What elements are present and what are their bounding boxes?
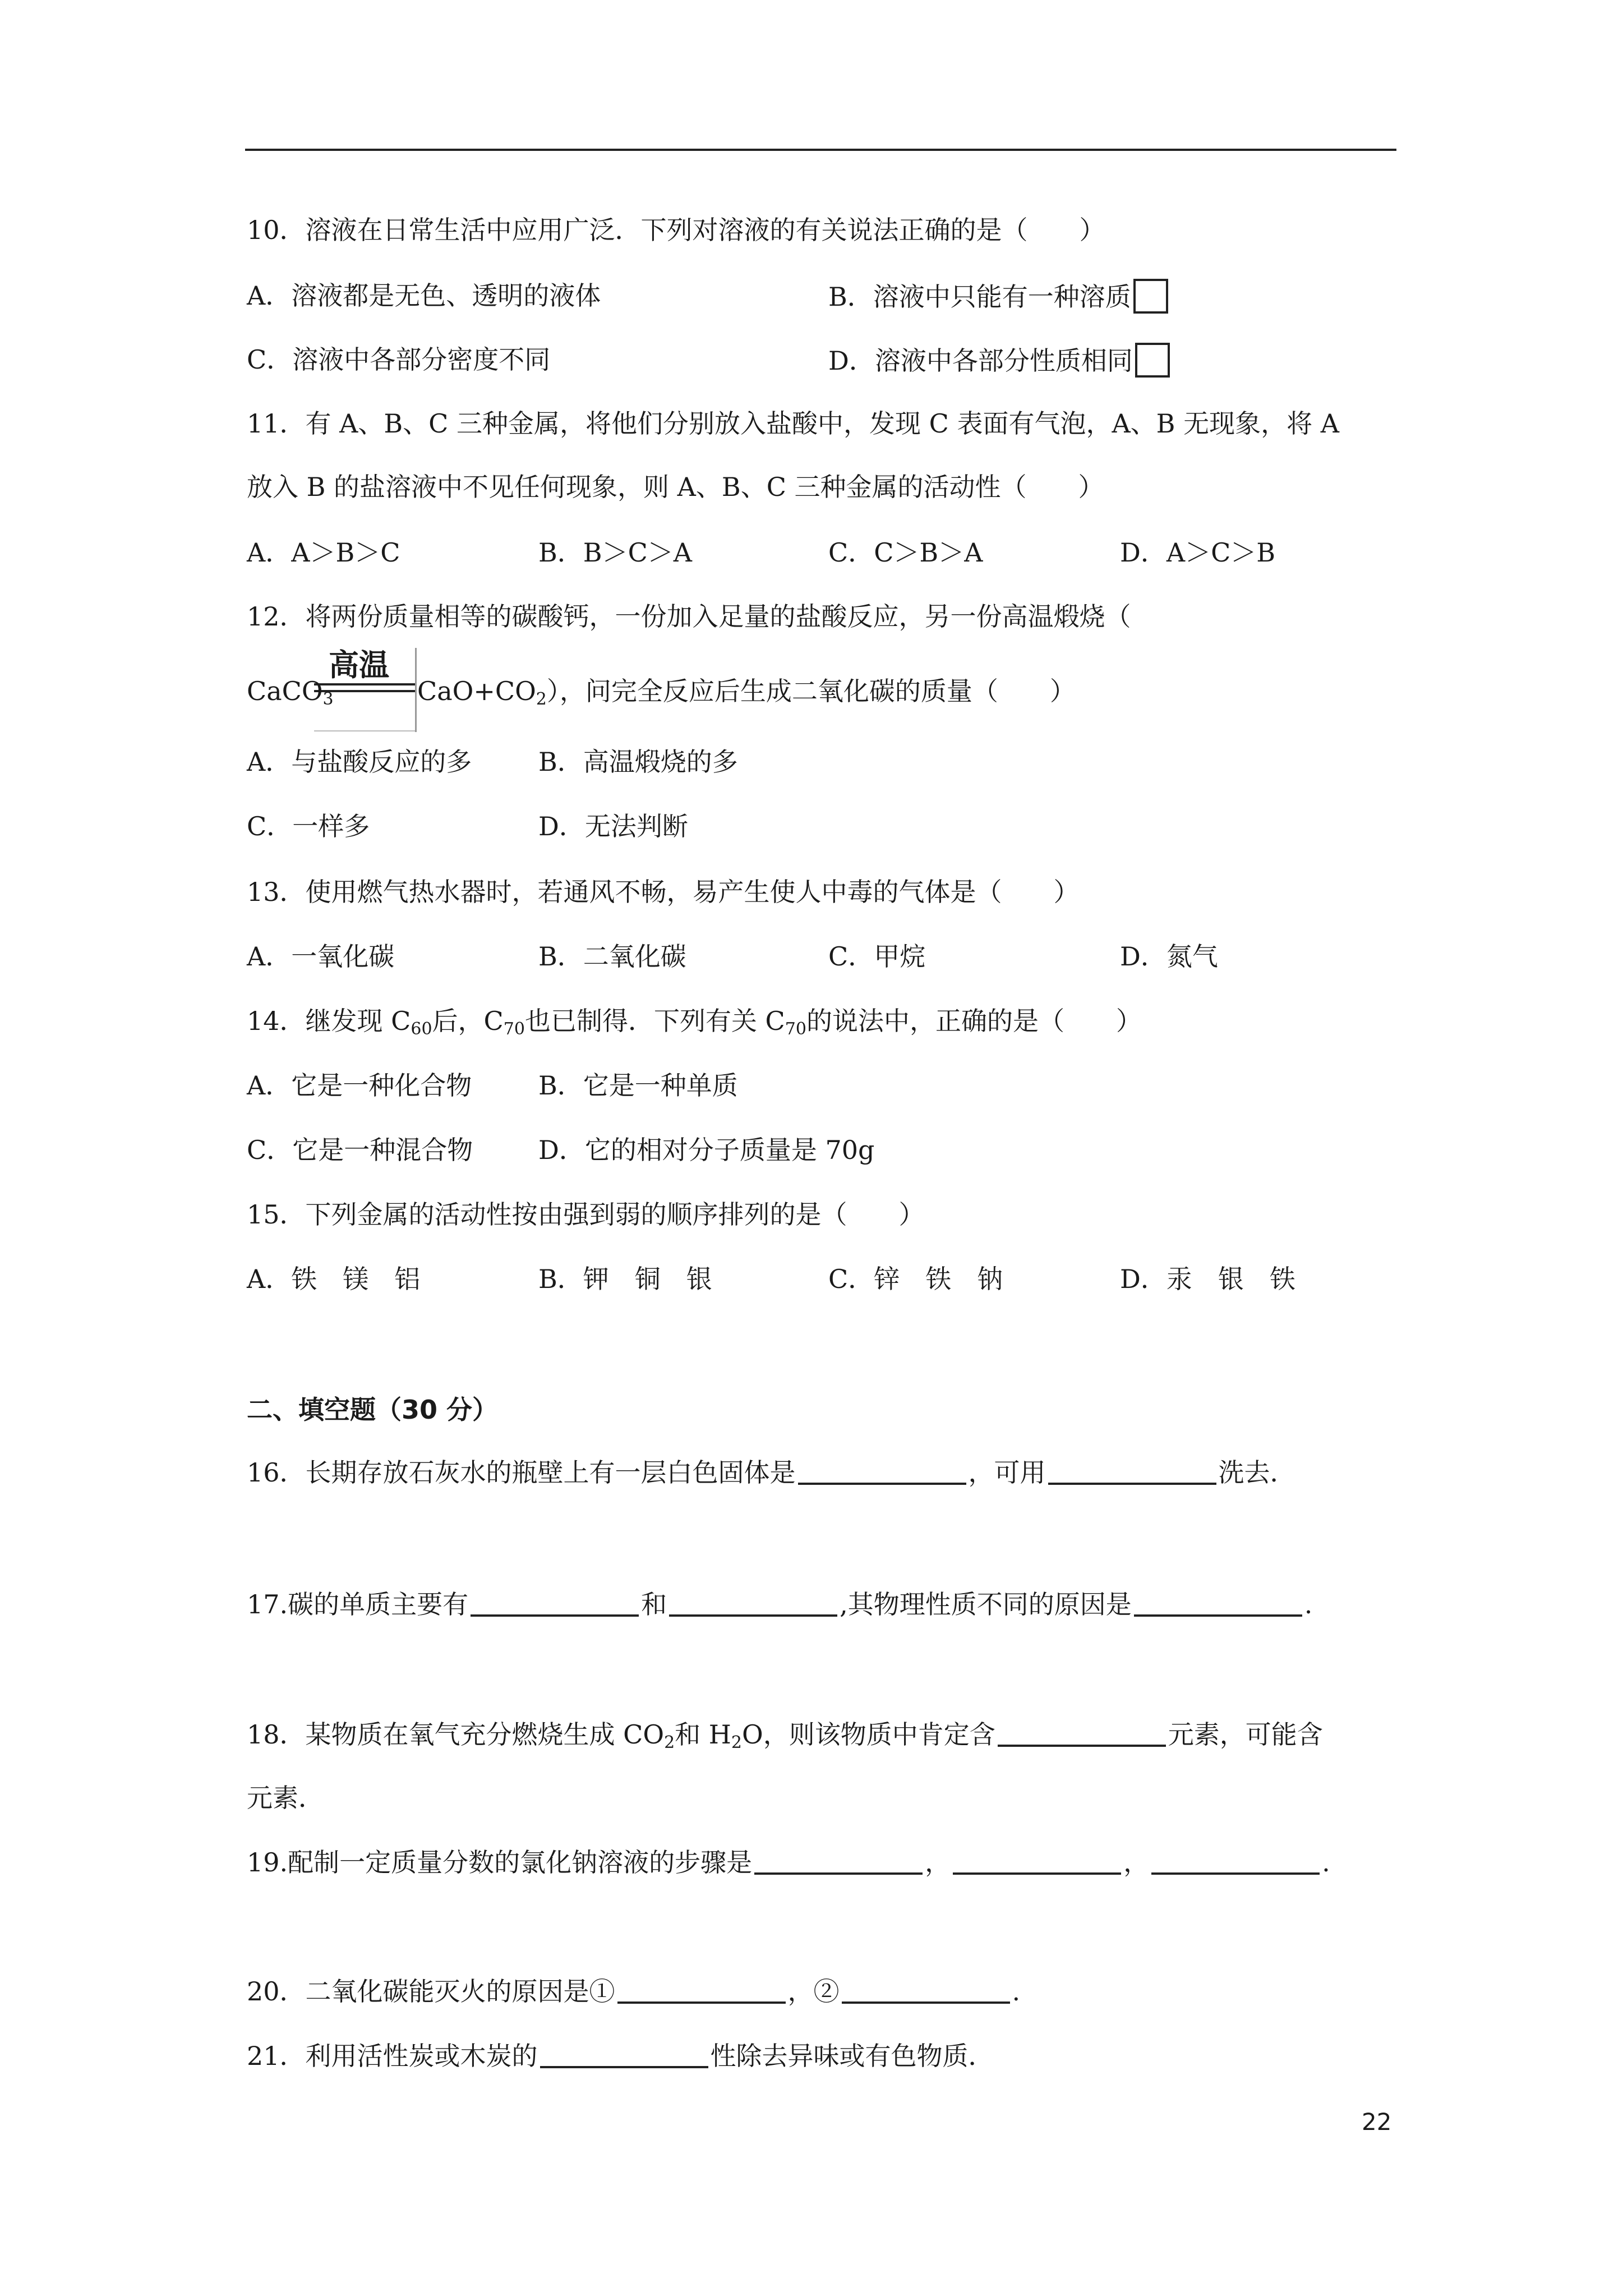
q15-option-b: B．钾 铜 银 <box>538 1264 712 1294</box>
q11-stem-line2: 放入 B 的盐溶液中不见任何现象，则 A、B、C 三种金属的活动性（ ） <box>247 472 1104 502</box>
q12-equation-reactant <box>247 674 334 716</box>
q21-text: 21．利用活性炭或木炭的 <box>247 2041 538 2071</box>
q14-option-d: D．它的相对分子质量是 70g <box>538 1135 875 1165</box>
q12-option-b: B．高温煅烧的多 <box>538 747 738 777</box>
q19-text: ， <box>925 1847 951 1878</box>
q18-line1 <box>247 1718 1323 1760</box>
q15-stem: 15．下列金属的活动性按由强到弱的顺序排列的是（ ） <box>247 1199 925 1230</box>
q13-option-a: A．一氧化碳 <box>247 941 395 972</box>
reaction-condition: 高温 <box>329 647 389 683</box>
q15-option-a: A．铁 镁 铝 <box>247 1264 421 1294</box>
equation-frame <box>415 648 417 732</box>
q16-text: 16．长期存放石灰水的瓶壁上有一层白色固体是 <box>247 1457 796 1488</box>
q14-stem-part: 14．继发现 C <box>247 1006 411 1036</box>
answer-blank[interactable] <box>1151 1847 1320 1875</box>
q18-line2: 元素． <box>247 1783 324 1813</box>
q10-option-b <box>828 279 1168 314</box>
answer-blank[interactable] <box>540 2040 708 2068</box>
q15-option-d: D．汞 银 铁 <box>1120 1264 1295 1294</box>
q10-option-a: A．溶液都是无色、透明的液体 <box>247 280 601 311</box>
q18-text: 和 H <box>675 1719 731 1750</box>
reactant: CaCO <box>247 676 323 706</box>
answer-blank[interactable] <box>617 1976 786 2004</box>
subscript: 70 <box>503 1019 525 1039</box>
q11-option-b: B．B＞C＞A <box>538 537 693 568</box>
subscript: 2 <box>664 1733 675 1752</box>
subscript: 70 <box>785 1019 806 1039</box>
subscript: 60 <box>411 1019 432 1039</box>
equation-frame <box>314 730 415 731</box>
q20-text: ，② <box>787 1976 840 2007</box>
q17-text: ,其物理性质不同的原因是 <box>840 1589 1132 1619</box>
q10-option-d-text: D．溶液中各部分性质相同 <box>828 346 1133 376</box>
answer-blank[interactable] <box>1134 1589 1302 1617</box>
q11-option-d: D．A＞C＞B <box>1120 537 1276 568</box>
answer-blank[interactable] <box>953 1847 1121 1875</box>
page-number: 22 <box>1362 2108 1392 2136</box>
q19 <box>247 1846 1330 1879</box>
q19-text: . <box>1322 1847 1330 1878</box>
q12-option-c: C．一样多 <box>247 811 370 841</box>
q12-option-a: A．与盐酸反应的多 <box>247 747 472 777</box>
q20-text: 20．二氧化碳能灭火的原因是① <box>247 1976 615 2007</box>
q14-stem-part: 也已制得．下列有关 C <box>524 1006 785 1036</box>
answer-blank[interactable] <box>798 1457 966 1485</box>
q20-text: . <box>1012 1976 1021 2007</box>
checkbox-square-icon <box>1133 279 1168 314</box>
q10-option-c: C．溶液中各部分密度不同 <box>247 344 551 375</box>
q14-option-b: B．它是一种单质 <box>538 1070 738 1101</box>
q17 <box>247 1588 1312 1621</box>
q10-stem: 10．溶液在日常生活中应用广泛．下列对溶液的有关说法正确的是（ ） <box>247 215 1105 245</box>
q11-option-a: A．A＞B＞C <box>247 537 400 568</box>
q18-text: 18．某物质在氧气充分燃烧生成 CO <box>247 1719 665 1750</box>
checkbox-square-icon <box>1135 343 1170 378</box>
q11-option-c: C．C＞B＞A <box>828 537 983 568</box>
q12-option-d: D．无法判断 <box>538 811 688 841</box>
q19-text: 19.配制一定质量分数的氯化钠溶液的步骤是 <box>247 1847 753 1878</box>
q14-stem <box>247 1004 1142 1046</box>
q17-text: . <box>1304 1589 1313 1619</box>
q16 <box>247 1456 1296 1489</box>
q13-stem: 13．使用燃气热水器时，若通风不畅，易产生使人中毒的气体是（ ） <box>247 877 1080 907</box>
q21 <box>247 2039 994 2073</box>
q17-text: 17.碳的单质主要有 <box>247 1589 469 1619</box>
section-title: 二、填空题（30 分） <box>247 1395 499 1425</box>
q13-option-b: B．二氧化碳 <box>538 941 686 972</box>
q14-option-c: C．它是一种混合物 <box>247 1135 473 1165</box>
q15-option-c: C．锌 铁 钠 <box>828 1264 1003 1294</box>
answer-blank[interactable] <box>471 1589 639 1617</box>
q12-stem-line2: ），问完全反应后生成二氧化碳的质量（ ） <box>546 676 1076 706</box>
q21-text: 性除去异味或有色物质． <box>710 2041 994 2071</box>
q10-option-d <box>828 343 1170 378</box>
answer-blank[interactable] <box>754 1847 923 1875</box>
q18-text: 元素，可能含 <box>1168 1719 1323 1750</box>
answer-blank[interactable] <box>842 1976 1010 2004</box>
answer-blank[interactable] <box>669 1589 837 1617</box>
q16-text: 洗去． <box>1218 1457 1296 1488</box>
q12-equation-products <box>417 674 1076 716</box>
q14-stem-part: 的说法中，正确的是（ ） <box>806 1006 1142 1036</box>
q17-text: 和 <box>641 1589 667 1619</box>
subscript: 2 <box>731 1733 743 1752</box>
header-rule <box>245 149 1396 151</box>
answer-blank[interactable] <box>998 1719 1166 1747</box>
q12-stem-line1: 12．将两份质量相等的碳酸钙，一份加入足量的盐酸反应，另一份高温煅烧（ <box>247 601 1131 632</box>
product: CaO+CO <box>417 676 536 706</box>
subscript: 2 <box>536 689 547 709</box>
q11-stem-line1: 11．有 A、B、C 三种金属，将他们分别放入盐酸中，发现 C 表面有气泡，A、B 无现象，将 A <box>247 408 1339 439</box>
q10-option-b-text: B．溶液中只能有一种溶质 <box>828 282 1131 312</box>
q19-text: ， <box>1123 1847 1150 1878</box>
q20 <box>247 1975 1020 2008</box>
q18-text: O，则该物质中肯定含 <box>742 1719 995 1750</box>
q13-option-d: D．氮气 <box>1120 941 1218 972</box>
q14-stem-part: 后，C <box>432 1006 504 1036</box>
q14-option-a: A．它是一种化合物 <box>247 1070 472 1101</box>
answer-blank[interactable] <box>1048 1457 1216 1485</box>
subscript: 3 <box>322 689 334 709</box>
q16-text: ，可用 <box>968 1457 1046 1488</box>
q13-option-c: C．甲烷 <box>828 941 926 972</box>
